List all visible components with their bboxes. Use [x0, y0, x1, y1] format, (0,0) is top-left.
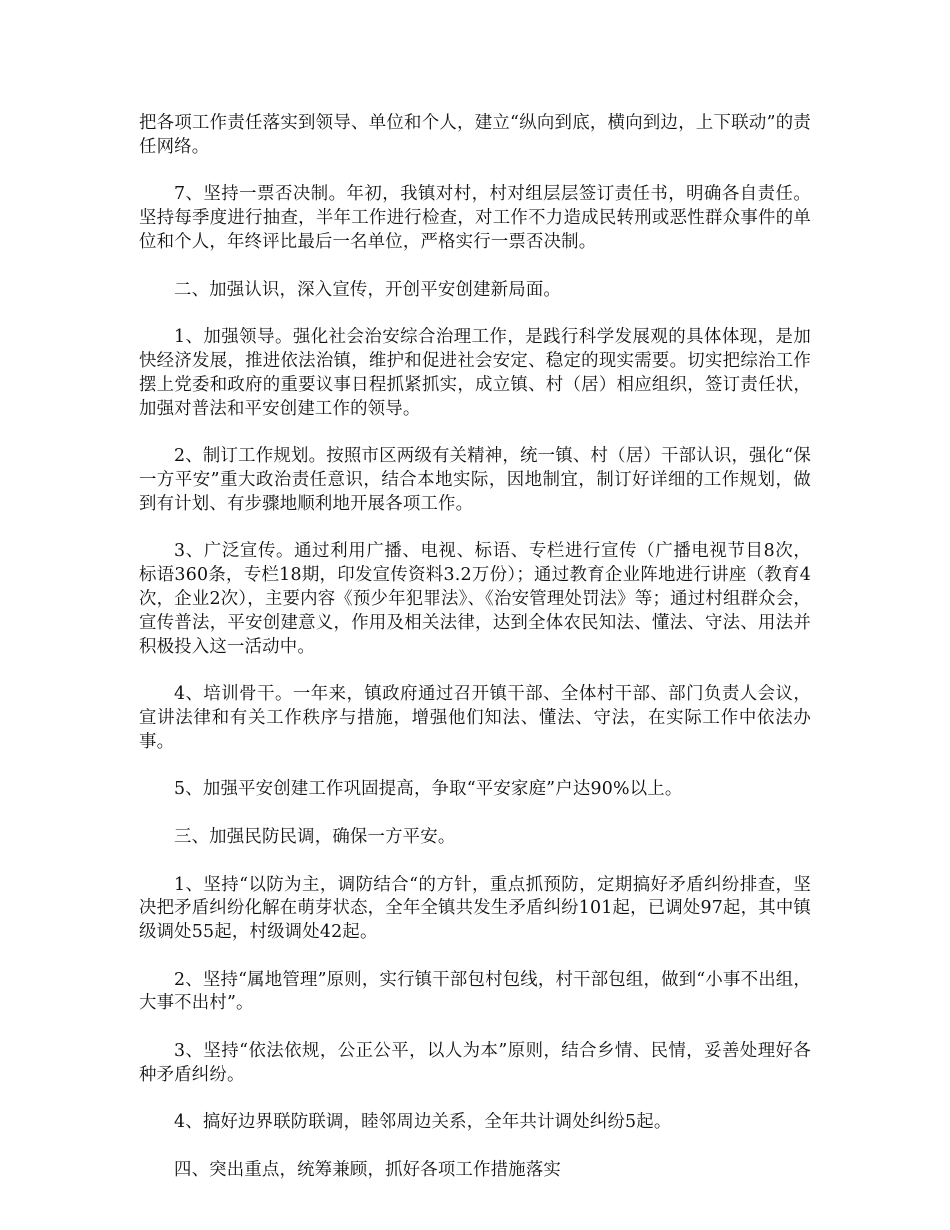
paragraph-one-vote-veto: 7、坚持一票否决制。年初，我镇对村，村对组层层签订责任书，明确各自责任。坚持每季度进行抽查，半年工作进行检查，对工作不力造成民转刑或恶性群众事件的单位和个人，年终评比最后一名单位，严格实行一票否决制。 [139, 184, 811, 252]
paragraph-prevention: 1、坚持“以防为主，调防结合“的方针，重点抓预防，定期搞好矛盾纠纷排查，坚决把矛盾纠纷化解在萌芽状态，全年全镇共发生矛盾纠纷101起，已调处97起，其中镇级调处55起，村级调处42起。 [139, 874, 811, 943]
paragraph-training: 4、培训骨干。一年来，镇政府通过召开镇干部、全体村干部、部门负责人会议，宣讲法律和有关工作秩序与措施，增强他们知法、懂法、守法，在实际工作中依法办事。 [139, 684, 811, 752]
document-body [139, 112, 811, 1207]
paragraph-responsibility-network: 把各项工作责任落实到领导、单位和个人，建立“纵向到底，横向到边，上下联动”的责任网络。 [139, 113, 811, 157]
section-heading-3: 三、加强民防民调，确保一方平安。 [174, 826, 456, 847]
paragraph-border-defense: 4、搞好边界联防联调，睦邻周边关系，全年共计调处纠纷5起。 [174, 1112, 672, 1133]
paragraph-safe-family: 5、加强平安创建工作巩固提高，争取“平安家庭”户达90%以上。 [174, 779, 683, 800]
paragraph-lawful-handling: 3、坚持“依法依规，公正公平，以人为本”原则，结合乡情、民情，妥善处理好各种矛盾纠纷。 [139, 1041, 811, 1085]
paragraph-strengthen-leadership: 1、加强领导。强化社会治安综合治理工作，是践行科学发展观的具体体现，是加快经济发展，推进依法治镇，维护和促进社会安定、稳定的现实需要。切实把综治工作摆上党委和政府的重要议事日程抓紧抓实，成立镇、村（居）相应组织，签订责任状，加强对普法和平安创建工作的领导。 [139, 327, 811, 419]
paragraph-publicity: 3、广泛宣传。通过利用广播、电视、标语、专栏进行宣传（广播电视节目8次，标语360条，专栏18期，印发宣传资料3.2万份）；通过教育企业阵地进行讲座（教育4次，企业2次），主要内容《预少年犯罪法》、《治安管理处罚法》等；通过村组群众会，宣传普法，平安创建意义，作用及相关法律，达到全体农民知法、懂法、守法、用法并积极投入这一活动中。 [139, 541, 811, 657]
section-heading-2: 二、加强认识，深入宣传，开创平安创建新局面。 [174, 279, 561, 300]
section-heading-4: 四、突出重点，统筹兼顾，抓好各项工作措施落实 [174, 1160, 561, 1181]
paragraph-work-planning: 2、制订工作规划。按照市区两级有关精神，统一镇、村（居）干部认识，强化“保一方平安”重大政治责任意识，结合本地实际，因地制宜，制订好详细的工作规划，做到有计划、有步骤地顺利地开展各项工作。 [139, 446, 811, 514]
paragraph-territorial-management: 2、坚持“属地管理”原则，实行镇干部包村包线，村干部包组，做到“小事不出组，大事不出村”。 [139, 969, 811, 1014]
